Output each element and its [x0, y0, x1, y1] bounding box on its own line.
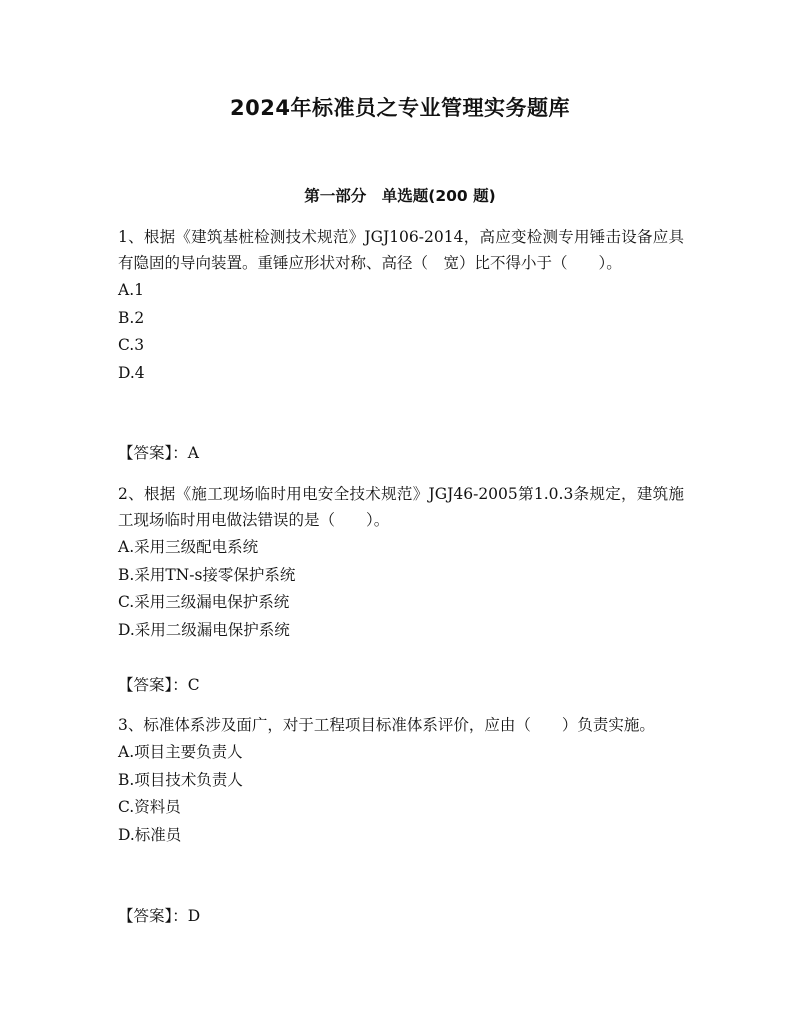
option-b: B.采用TN-s接零保护系统 — [118, 565, 296, 584]
answer-label: 【答案】： — [118, 444, 188, 462]
option-d: D.标准员 — [118, 825, 182, 844]
option-d: D.采用二级漏电保护系统 — [118, 620, 290, 639]
answer-value: C — [187, 676, 200, 694]
answer-1 — [118, 440, 199, 466]
question-stem: 2、根据《施工现场临时用电安全技术规范》JGJ46-2005第1.0.3条规定，建筑施工现场临时用电做法错误的是（ ）。 — [118, 485, 684, 529]
question-stem: 1、根据《建筑基桩检测技术规范》JGJ106-2014，高应变检测专用锤击设备应具有隐固的导向装置。重锤应形状对称、高径（ 宽）比不得小于（ ）。 — [118, 228, 684, 272]
option-a: A.1 — [118, 281, 144, 299]
section-heading: 第一部分 单选题(200 题) — [304, 187, 496, 205]
document-title: 2024年标准员之专业管理实务题库 — [230, 96, 570, 120]
question-stem: 3、标准体系涉及面广，对于工程项目标准体系评价，应由（ ）负责实施。 — [118, 716, 655, 734]
question-1 — [118, 224, 684, 387]
option-c: C.资料员 — [118, 798, 181, 816]
option-b: B.2 — [118, 308, 145, 327]
answer-2 — [118, 672, 200, 698]
answer-value: D — [187, 907, 201, 925]
option-a: A.采用三级配电系统 — [118, 538, 259, 556]
question-2 — [118, 481, 684, 644]
question-3 — [118, 712, 684, 849]
option-a: A.项目主要负责人 — [118, 743, 243, 761]
option-c: C.3 — [118, 336, 145, 354]
option-c: C.采用三级漏电保护系统 — [118, 593, 290, 611]
option-d: D.4 — [118, 363, 145, 382]
answer-label: 【答案】： — [118, 907, 188, 925]
answer-label: 【答案】： — [118, 676, 188, 694]
answer-3 — [118, 903, 200, 929]
answer-value: A — [187, 444, 199, 462]
option-b: B.项目技术负责人 — [118, 770, 243, 789]
